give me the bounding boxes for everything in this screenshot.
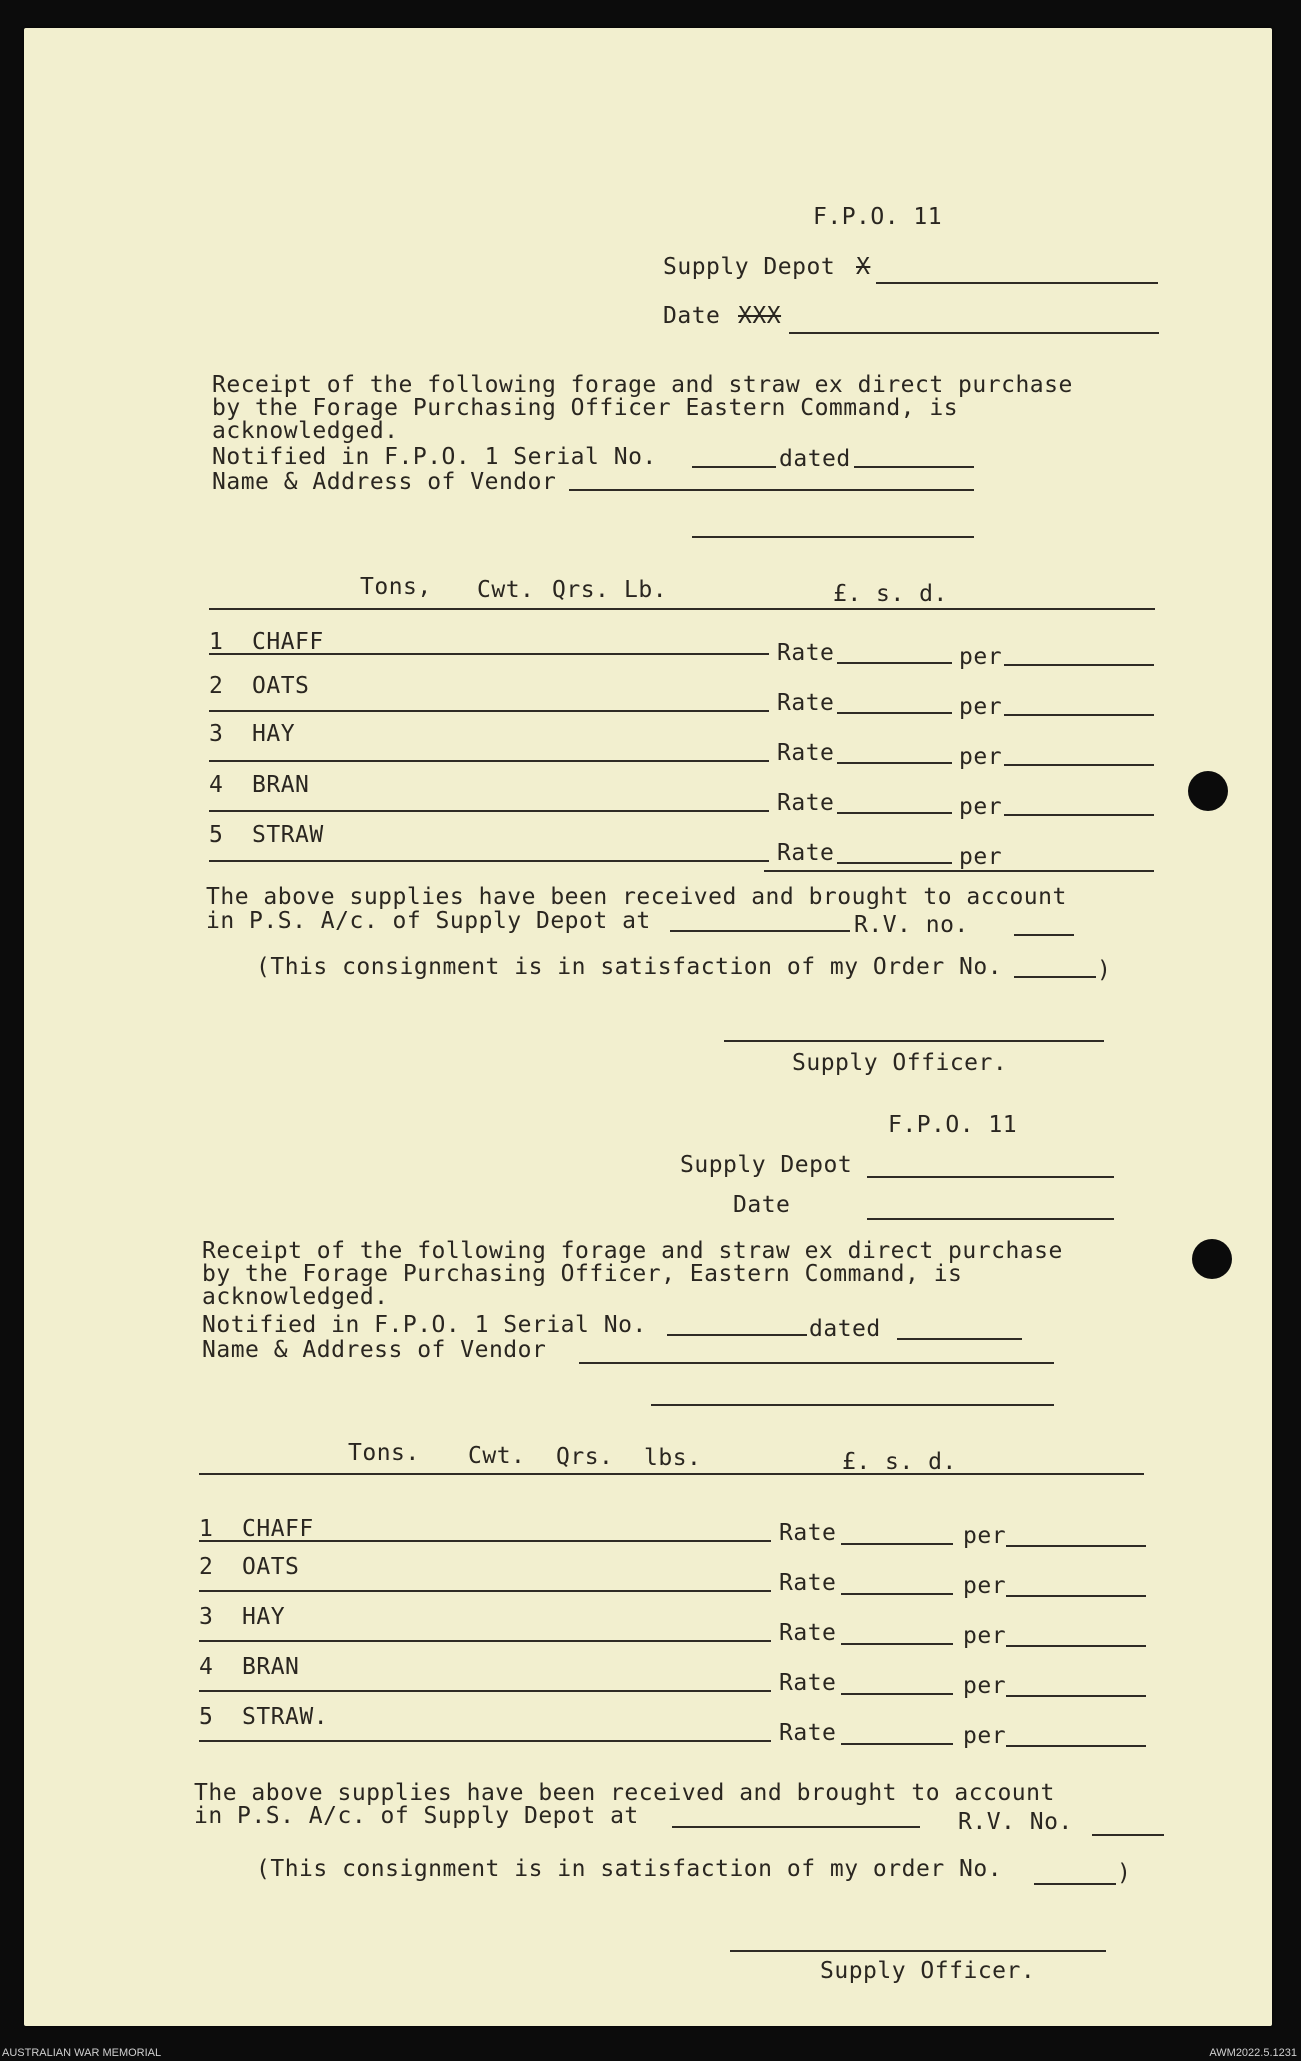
form1-depot-label: Supply Depot xyxy=(663,254,836,280)
form1-intro-line1: Receipt of the following forage and straw ex direct purchase xyxy=(212,372,1073,398)
form1-notified-label: Notified in F.P.O. 1 Serial No. xyxy=(212,444,657,470)
form2-received-line1: The above supplies have been received and brought to account xyxy=(194,1780,1055,1806)
form1-item-name: BRAN xyxy=(252,772,310,798)
form2-rate-label: Rate xyxy=(779,1670,837,1696)
form1-depot-at-field[interactable] xyxy=(670,930,850,932)
form2-rate-field[interactable] xyxy=(841,1543,953,1545)
form2-rate-label: Rate xyxy=(779,1620,837,1646)
form1-per-label: per xyxy=(959,694,1003,720)
form2-order-close: ) xyxy=(1117,1860,1132,1886)
form1-header-rule xyxy=(209,608,1155,610)
form2-dated-label: dated xyxy=(809,1316,881,1342)
form2-item-name: HAY xyxy=(242,1604,286,1630)
form2-serial-field[interactable] xyxy=(667,1334,807,1336)
form1-per-label: per xyxy=(959,644,1003,670)
form2-rate-field[interactable] xyxy=(841,1743,953,1745)
form1-item-field[interactable] xyxy=(209,653,769,655)
form1-rv-label: R.V. no. xyxy=(854,912,969,938)
form2-item-name: STRAW. xyxy=(242,1704,329,1730)
form2-col-cwt: Cwt. xyxy=(468,1443,526,1469)
form1-rate-field[interactable] xyxy=(837,862,952,864)
form2-per-label: per xyxy=(963,1673,1007,1699)
form1-col-money: £. s. d. xyxy=(833,581,948,607)
form1-item-num: 3 xyxy=(209,721,224,747)
form2-date-label: Date xyxy=(733,1192,791,1218)
form2-item-field[interactable] xyxy=(199,1690,771,1692)
form1-depot-field[interactable] xyxy=(876,282,1158,284)
form2-per-field[interactable] xyxy=(1006,1645,1146,1647)
form1-serial-field[interactable] xyxy=(692,466,776,468)
form1-item-field[interactable] xyxy=(209,810,769,812)
form1-vendor-field[interactable] xyxy=(569,489,974,491)
form1-depot-struck: X xyxy=(856,254,871,280)
form2-order-field[interactable] xyxy=(1034,1883,1116,1885)
form1-number: F.P.O. 11 xyxy=(813,204,943,230)
form2-item-num: 4 xyxy=(199,1654,214,1680)
form2-rate-field[interactable] xyxy=(841,1693,953,1695)
form1-vendor-field-2[interactable] xyxy=(692,536,974,538)
form1-date-label: Date xyxy=(663,303,721,329)
form2-intro-line2: by the Forage Purchasing Officer, Eastern Command, is xyxy=(202,1261,963,1287)
form2-depot-label: Supply Depot xyxy=(680,1152,853,1178)
form2-rv-label: R.V. No. xyxy=(958,1809,1073,1835)
form1-intro-line2: by the Forage Purchasing Officer Eastern Command, is xyxy=(212,395,959,421)
form2-item-num: 1 xyxy=(199,1516,214,1542)
form1-item-name: CHAFF xyxy=(252,629,324,655)
form2-dated-field[interactable] xyxy=(897,1338,1022,1340)
form1-date-field[interactable] xyxy=(789,332,1159,334)
form2-intro-line3: acknowledged. xyxy=(202,1284,389,1310)
form1-per-field[interactable] xyxy=(1004,814,1154,816)
form2-rate-label: Rate xyxy=(779,1720,837,1746)
form1-item-num: 2 xyxy=(209,673,224,699)
form2-order-text: (This consignment is in satisfaction of my order No. xyxy=(256,1856,1003,1882)
form1-item-num: 5 xyxy=(209,822,224,848)
form2-per-label: per xyxy=(963,1623,1007,1649)
form1-vendor-label: Name & Address of Vendor xyxy=(212,469,557,495)
form2-per-label: per xyxy=(963,1573,1007,1599)
form1-intro-line3: acknowledged. xyxy=(212,418,399,444)
form2-header-rule xyxy=(199,1473,1144,1475)
form1-per-label: per xyxy=(959,794,1003,820)
form2-received-line2: in P.S. A/c. of Supply Depot at xyxy=(194,1803,639,1829)
form2-per-field[interactable] xyxy=(1006,1545,1146,1547)
form1-per-field[interactable] xyxy=(1004,764,1154,766)
form2-item-field[interactable] xyxy=(199,1540,771,1542)
form1-col-lb: Lb. xyxy=(624,577,668,603)
form2-item-num: 5 xyxy=(199,1704,214,1730)
document-page xyxy=(24,28,1272,2026)
form2-number: F.P.O. 11 xyxy=(888,1112,1018,1138)
form2-item-field[interactable] xyxy=(199,1640,771,1642)
form2-item-name: OATS xyxy=(242,1554,300,1580)
form1-item-name: OATS xyxy=(252,673,310,699)
form1-rate-field[interactable] xyxy=(837,762,952,764)
form2-vendor-label: Name & Address of Vendor xyxy=(202,1337,547,1363)
form1-per-field[interactable] xyxy=(1004,664,1154,666)
form2-depot-at-field[interactable] xyxy=(672,1826,920,1828)
form2-col-money: £. s. d. xyxy=(842,1449,957,1475)
form1-item-name: STRAW xyxy=(252,822,324,848)
form2-intro-line1: Receipt of the following forage and straw ex direct purchase xyxy=(202,1238,1063,1264)
form2-col-qrs: Qrs. xyxy=(556,1444,614,1470)
form2-item-num: 3 xyxy=(199,1604,214,1630)
form2-item-num: 2 xyxy=(199,1554,214,1580)
form2-rate-label: Rate xyxy=(779,1520,837,1546)
form1-received-line2: in P.S. A/c. of Supply Depot at xyxy=(206,908,651,934)
form2-signature-label: Supply Officer. xyxy=(820,1958,1036,1984)
footer-archive-name: AUSTRALIAN WAR MEMORIAL xyxy=(2,2047,162,2059)
form1-item-name: HAY xyxy=(252,721,296,747)
form1-per-field[interactable] xyxy=(1004,714,1154,716)
form1-item-field[interactable] xyxy=(209,860,769,862)
form2-vendor-field-2[interactable] xyxy=(651,1404,1054,1406)
form1-col-cwt: Cwt. xyxy=(477,577,535,603)
form2-date-field[interactable] xyxy=(867,1218,1114,1220)
form1-order-close: ) xyxy=(1097,957,1112,983)
form1-dated-label: dated xyxy=(779,446,851,472)
form2-col-tons: Tons. xyxy=(348,1440,420,1466)
form1-item-num: 4 xyxy=(209,772,224,798)
form2-signature-line[interactable] xyxy=(730,1950,1106,1952)
form2-per-label: per xyxy=(963,1723,1007,1749)
form1-signature-label: Supply Officer. xyxy=(792,1050,1008,1076)
form1-col-tons: Tons, xyxy=(360,574,432,600)
form2-per-field[interactable] xyxy=(1006,1595,1146,1597)
form1-order-field[interactable] xyxy=(1014,976,1096,978)
form1-dated-field[interactable] xyxy=(854,466,974,468)
form1-rate-label: Rate xyxy=(777,640,835,666)
form2-rate-field[interactable] xyxy=(841,1643,953,1645)
form1-per-label: per xyxy=(959,844,1003,870)
form1-signature-line[interactable] xyxy=(724,1040,1104,1042)
form1-per-label: per xyxy=(959,744,1003,770)
form1-item-field[interactable] xyxy=(209,710,769,712)
form1-col-qrs: Qrs. xyxy=(552,577,610,603)
form2-depot-field[interactable] xyxy=(867,1176,1114,1178)
form2-notified-label: Notified in F.P.O. 1 Serial No. xyxy=(202,1312,647,1338)
form2-col-lbs: lbs. xyxy=(644,1445,702,1471)
form2-per-label: per xyxy=(963,1523,1007,1549)
form1-rate-field[interactable] xyxy=(837,812,952,814)
punch-hole xyxy=(1192,1239,1232,1279)
form2-vendor-field[interactable] xyxy=(579,1362,1054,1364)
form2-rate-label: Rate xyxy=(779,1570,837,1596)
form2-item-name: CHAFF xyxy=(242,1516,314,1542)
form1-order-text: (This consignment is in satisfaction of my Order No. xyxy=(256,954,1003,980)
form2-per-field[interactable] xyxy=(1006,1695,1146,1697)
form2-rv-field[interactable] xyxy=(1092,1834,1164,1836)
form1-rate-label: Rate xyxy=(777,790,835,816)
form1-rate-field[interactable] xyxy=(837,662,952,664)
form1-rate-label: Rate xyxy=(777,690,835,716)
form1-item-field[interactable] xyxy=(209,760,769,762)
form1-item-num: 1 xyxy=(209,629,224,655)
form2-item-name: BRAN xyxy=(242,1654,300,1680)
form1-rate-label: Rate xyxy=(777,840,835,866)
footer-accession-number: AWM2022.5.1231 xyxy=(1209,2047,1297,2059)
form2-item-field[interactable] xyxy=(199,1740,771,1742)
form2-rate-field[interactable] xyxy=(841,1593,953,1595)
form1-rate-rule xyxy=(764,870,1154,872)
form1-received-line1: The above supplies have been received and brought to account xyxy=(206,884,1067,910)
form2-item-field[interactable] xyxy=(199,1590,771,1592)
form1-date-struck: XXX xyxy=(738,303,782,329)
form2-per-field[interactable] xyxy=(1006,1745,1146,1747)
form1-rate-label: Rate xyxy=(777,740,835,766)
form1-rv-field[interactable] xyxy=(1014,934,1074,936)
form1-rate-field[interactable] xyxy=(837,712,952,714)
punch-hole xyxy=(1188,771,1228,811)
